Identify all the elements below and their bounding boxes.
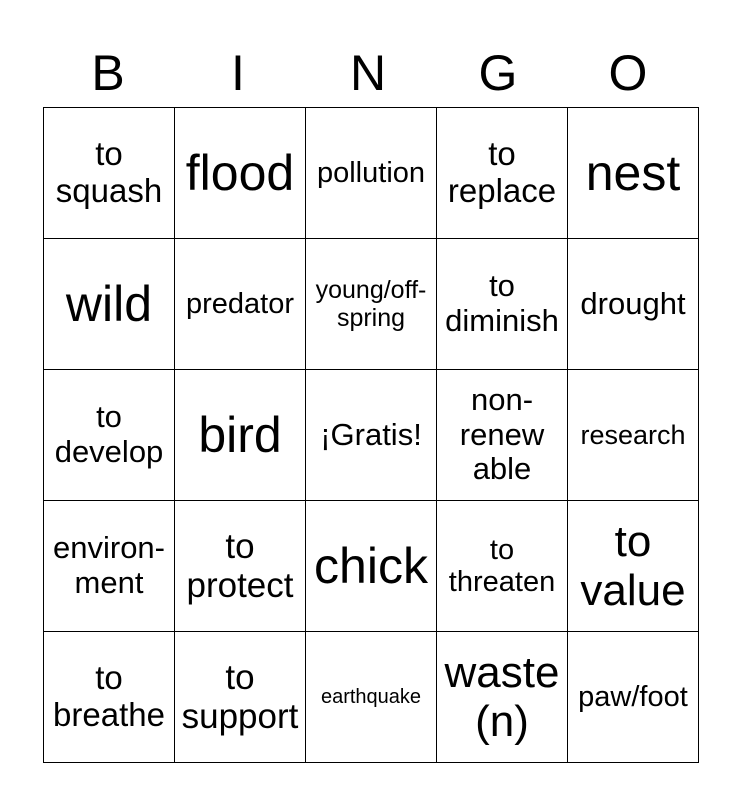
- cell-text: to: [95, 135, 123, 173]
- cell-text: to: [225, 526, 255, 566]
- header-letter-n: N: [349, 45, 387, 101]
- cell-text: ¡Gratis!: [320, 416, 422, 452]
- bingo-cell[interactable]: [44, 239, 175, 370]
- bingo-cell[interactable]: [306, 239, 437, 370]
- cell-text: drought: [580, 285, 686, 321]
- bingo-cell[interactable]: [437, 501, 568, 632]
- bingo-cell[interactable]: [306, 370, 437, 501]
- bingo-cell[interactable]: [568, 632, 699, 763]
- cell-text: ment: [74, 565, 144, 600]
- cell-text: diminish: [445, 303, 559, 338]
- board-row: [44, 632, 699, 763]
- cell-text: bird: [198, 407, 282, 463]
- cell-text: to: [96, 399, 122, 435]
- bingo-cell[interactable]: [568, 108, 699, 239]
- cell-text: nest: [585, 145, 681, 201]
- cell-text: young/off-: [315, 276, 427, 304]
- cell-text: spring: [336, 304, 406, 332]
- bingo-cell[interactable]: [306, 108, 437, 239]
- cell-text: renew: [459, 416, 545, 452]
- bingo-cell[interactable]: [44, 501, 175, 632]
- cell-text: threaten: [448, 566, 556, 598]
- cell-text: replace: [447, 172, 557, 209]
- cell-text: support: [181, 697, 299, 736]
- cell-text: pollution: [316, 156, 426, 189]
- bingo-header: [43, 40, 693, 106]
- cell-text: chick: [314, 538, 428, 594]
- cell-text: predator: [185, 287, 294, 320]
- header-letter-g: G: [478, 45, 518, 101]
- cell-text: earthquake: [320, 685, 422, 708]
- cell-text: value: [580, 566, 686, 615]
- board-row: [44, 239, 699, 370]
- cell-text: research: [580, 419, 686, 450]
- bingo-cell[interactable]: [44, 632, 175, 763]
- bingo-cell[interactable]: [175, 370, 306, 501]
- cell-text: squash: [55, 172, 163, 209]
- bingo-cell[interactable]: [175, 239, 306, 370]
- cell-text: wild: [65, 276, 153, 332]
- cell-text: to: [95, 659, 123, 697]
- bingo-cell[interactable]: [175, 108, 306, 239]
- bingo-cell[interactable]: [437, 108, 568, 239]
- header-letter-b: B: [91, 45, 125, 101]
- cell-text: non-: [470, 381, 534, 417]
- cell-text: to: [489, 268, 515, 304]
- cell-text: paw/foot: [578, 680, 688, 713]
- cell-text: to: [488, 135, 516, 173]
- cell-text: protect: [186, 566, 294, 605]
- bingo-cell[interactable]: [306, 632, 437, 763]
- board-row: [44, 370, 699, 501]
- header-letter-i: I: [231, 45, 245, 101]
- cell-text: waste: [444, 647, 560, 697]
- header-letter-o: O: [608, 45, 648, 101]
- bingo-cell[interactable]: [44, 370, 175, 501]
- cell-text: flood: [185, 145, 295, 201]
- cell-text: (n): [475, 697, 529, 746]
- board-row: [44, 108, 699, 239]
- bingo-cell[interactable]: [437, 370, 568, 501]
- bingo-cell[interactable]: [175, 501, 306, 632]
- cell-text: breathe: [53, 696, 165, 733]
- bingo-board: [43, 107, 699, 763]
- cell-text: to: [614, 516, 652, 566]
- cell-text: able: [472, 451, 532, 487]
- bingo-cell[interactable]: [437, 239, 568, 370]
- cell-text: develop: [54, 434, 164, 469]
- cell-text: to: [489, 533, 515, 566]
- bingo-cell[interactable]: [568, 501, 699, 632]
- bingo-cell[interactable]: [437, 632, 568, 763]
- bingo-cell[interactable]: [175, 632, 306, 763]
- cell-text: environ-: [53, 530, 165, 566]
- bingo-cell[interactable]: [44, 108, 175, 239]
- bingo-cell[interactable]: [568, 239, 699, 370]
- cell-text: to: [225, 657, 255, 697]
- bingo-cell[interactable]: [568, 370, 699, 501]
- board-row: [44, 501, 699, 632]
- bingo-cell[interactable]: [306, 501, 437, 632]
